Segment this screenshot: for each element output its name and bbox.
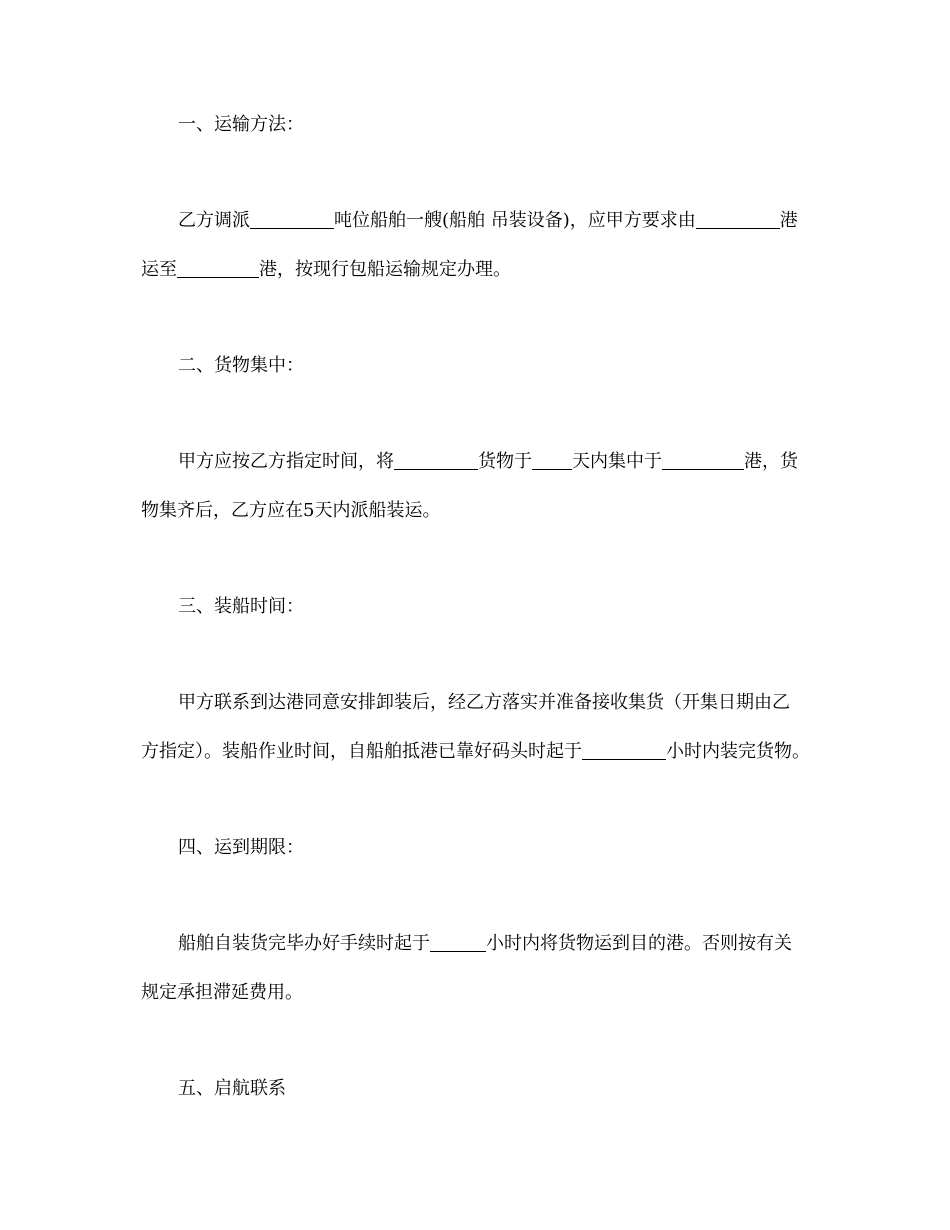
fill-in-blank	[582, 741, 666, 760]
fill-in-blank	[532, 451, 572, 470]
text-run: 船舶自装货完毕办好手续时起于	[178, 933, 430, 954]
paragraph-line	[141, 981, 303, 1005]
fill-in-blank	[662, 451, 744, 470]
fill-in-blank	[250, 210, 334, 229]
text-run: 规定承担滞延费用。	[141, 982, 303, 1003]
text-run: 物集齐后，乙方应在5天内派船装运。	[141, 500, 441, 521]
paragraph-line	[141, 258, 511, 282]
fill-in-blank	[430, 933, 486, 952]
paragraph-line	[178, 450, 798, 474]
text-run: 小时内将货物运到目的港。否则按有关	[486, 933, 792, 954]
text-run: 港，货	[744, 451, 798, 472]
text-run: 运至	[141, 259, 177, 280]
section-heading-transport-method: 一、运输方法：	[178, 114, 304, 135]
fill-in-blank	[696, 210, 780, 229]
text-run: 甲方应按乙方指定时间，将	[178, 451, 394, 472]
paragraph-line	[178, 932, 792, 956]
text-run: 天内集中于	[572, 451, 662, 472]
paragraph-line	[178, 209, 798, 233]
text-run: 小时内装完货物。	[666, 741, 810, 762]
text-run: 乙方调派	[178, 210, 250, 231]
text-run: 港	[779, 210, 798, 231]
section-heading-loading-time: 三、装船时间：	[178, 596, 304, 617]
section-heading-delivery-deadline: 四、运到期限：	[178, 837, 304, 858]
text-run: 吨位船舶一艘(船舶 吊装设备)，应甲方要求由	[334, 210, 696, 231]
text-run: 甲方联系到达港同意安排卸装后，经乙方落实并准备接收集货（开集日期由乙	[178, 692, 790, 713]
paragraph-line	[141, 740, 810, 764]
text-run: 货物于	[478, 451, 532, 472]
text-run: 方指定）。装船作业时间，自船舶抵港已靠好码头时起于	[141, 741, 582, 762]
fill-in-blank	[394, 451, 478, 470]
text-run: 港，按现行包船运输规定办理。	[259, 259, 511, 280]
paragraph-line	[178, 691, 790, 715]
section-heading-cargo-gathering: 二、货物集中：	[178, 355, 304, 376]
paragraph-line	[141, 499, 440, 523]
fill-in-blank	[177, 259, 259, 278]
section-heading-departure-contact: 五、启航联系	[178, 1078, 286, 1099]
